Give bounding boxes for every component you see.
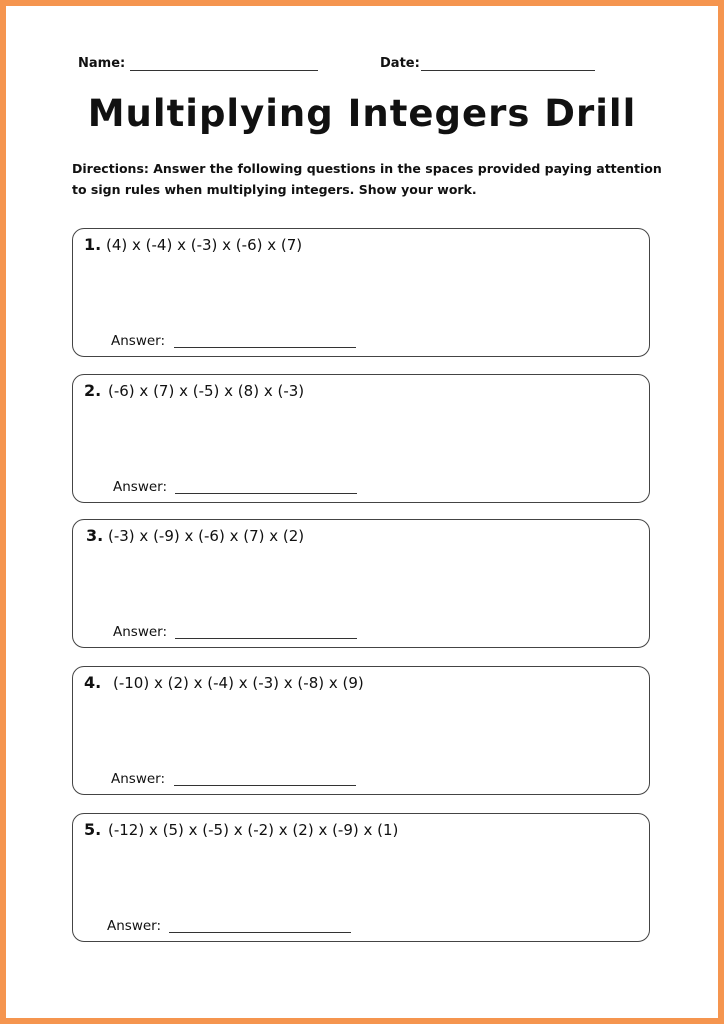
answer-label: Answer: xyxy=(111,333,166,349)
question-box-4 xyxy=(72,666,650,795)
answer-line[interactable] xyxy=(175,638,357,639)
question-box-5 xyxy=(72,813,650,942)
question-number: 5. xyxy=(84,820,102,839)
header-row xyxy=(6,56,718,78)
answer-label: Answer: xyxy=(113,479,168,495)
date-label: Date: xyxy=(380,56,420,71)
answer-line[interactable] xyxy=(174,785,356,786)
date-line[interactable] xyxy=(421,70,595,71)
answer-label: Answer: xyxy=(107,918,162,934)
question-expression: (4) x (-4) x (-3) x (-6) x (7) xyxy=(106,236,303,254)
name-line[interactable] xyxy=(130,70,318,71)
answer-label: Answer: xyxy=(111,771,166,787)
question-expression: (-10) x (2) x (-4) x (-3) x (-8) x (9) xyxy=(113,674,364,692)
question-expression: (-3) x (-9) x (-6) x (7) x (2) xyxy=(108,527,305,545)
name-label: Name: xyxy=(78,56,126,71)
question-number: 2. xyxy=(84,381,102,400)
answer-line[interactable] xyxy=(174,347,356,348)
page-title: Multiplying Integers Drill xyxy=(87,92,637,135)
answer-label: Answer: xyxy=(113,624,168,640)
question-box-1 xyxy=(72,228,650,357)
question-box-2 xyxy=(72,374,650,503)
directions-text: Directions: Answer the following questions in the spaces provided paying attention to sign rules when multiplying integers. Show your work. xyxy=(72,161,662,197)
answer-line[interactable] xyxy=(175,493,357,494)
question-number: 3. xyxy=(86,526,104,545)
question-expression: (-12) x (5) x (-5) x (-2) x (2) x (-9) x (1) xyxy=(108,821,399,839)
question-box-3 xyxy=(72,519,650,648)
question-number: 4. xyxy=(84,673,102,692)
question-expression: (-6) x (7) x (-5) x (8) x (-3) xyxy=(108,382,305,400)
question-number: 1. xyxy=(84,235,102,254)
answer-line[interactable] xyxy=(169,932,351,933)
